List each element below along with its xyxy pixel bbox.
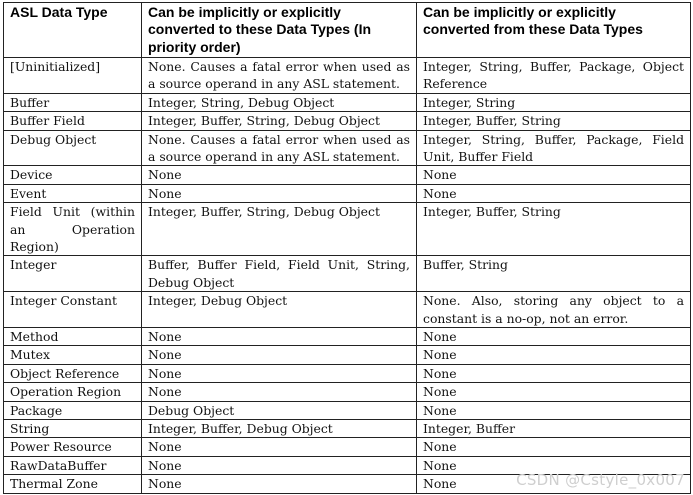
cell-converted-to: None. Causes a fatal error when used as a source operand in any ASL statement. — [142, 130, 417, 166]
cell-data-type: Mutex — [4, 346, 142, 364]
cell-data-type: Power Resource — [4, 438, 142, 456]
table-row — [4, 130, 691, 166]
cell-converted-from: None — [417, 166, 691, 184]
cell-converted-from: None — [417, 456, 691, 474]
cell-converted-from: Integer, String — [417, 93, 691, 111]
cell-converted-to: None. Causes a fatal error when used as a source operand in any ASL statement. — [142, 57, 417, 93]
cell-converted-from: None — [417, 438, 691, 456]
cell-converted-from: None — [417, 327, 691, 345]
cell-data-type: String — [4, 420, 142, 438]
cell-data-type: Device — [4, 166, 142, 184]
table-row — [4, 292, 691, 328]
table-row — [4, 364, 691, 382]
cell-data-type: RawDataBuffer — [4, 456, 142, 474]
cell-data-type: Thermal Zone — [4, 475, 142, 493]
table-row — [4, 166, 691, 184]
cell-converted-to: None — [142, 364, 417, 382]
table-row — [4, 57, 691, 93]
cell-converted-from: Integer, String, Buffer, Package, Object Reference — [417, 57, 691, 93]
cell-converted-from: Integer, Buffer — [417, 420, 691, 438]
cell-data-type: Field Unit (within an Operation Region) — [4, 203, 142, 256]
cell-converted-to: Integer, Buffer, Debug Object — [142, 420, 417, 438]
cell-converted-to: None — [142, 456, 417, 474]
cell-converted-to: None — [142, 346, 417, 364]
table-row — [4, 184, 691, 202]
cell-converted-from: None — [417, 475, 691, 493]
table-row — [4, 346, 691, 364]
table-body — [4, 57, 691, 493]
cell-data-type: Integer Constant — [4, 292, 142, 328]
cell-data-type: Method — [4, 327, 142, 345]
cell-converted-to: Buffer, Buffer Field, Field Unit, String, Debug Object — [142, 256, 417, 292]
cell-converted-to: None — [142, 166, 417, 184]
cell-converted-to: Debug Object — [142, 401, 417, 419]
table-row — [4, 327, 691, 345]
cell-data-type: Operation Region — [4, 383, 142, 401]
table-row — [4, 383, 691, 401]
table-row — [4, 420, 691, 438]
cell-data-type: Object Reference — [4, 364, 142, 382]
header-converted-to: Can be implicitly or explicitly converted to these Data Types (In priority order) — [142, 3, 417, 58]
table-header-row — [4, 3, 691, 58]
cell-data-type: Debug Object — [4, 130, 142, 166]
cell-converted-to: None — [142, 438, 417, 456]
table-row — [4, 203, 691, 256]
cell-converted-from: Integer, Buffer, String — [417, 112, 691, 130]
cell-converted-to: None — [142, 327, 417, 345]
cell-converted-to: None — [142, 184, 417, 202]
cell-data-type: [Uninitialized] — [4, 57, 142, 93]
cell-converted-to: Integer, String, Debug Object — [142, 93, 417, 111]
cell-converted-from: Integer, Buffer, String — [417, 203, 691, 256]
cell-data-type: Integer — [4, 256, 142, 292]
cell-converted-from: None — [417, 346, 691, 364]
cell-converted-to: None — [142, 475, 417, 493]
cell-converted-from: None — [417, 383, 691, 401]
table-row — [4, 112, 691, 130]
cell-converted-to: Integer, Buffer, String, Debug Object — [142, 112, 417, 130]
watermark: CSDN @Cstyle_0x007 — [516, 471, 685, 489]
cell-converted-from: None — [417, 401, 691, 419]
cell-converted-to: Integer, Buffer, String, Debug Object — [142, 203, 417, 256]
cell-data-type: Package — [4, 401, 142, 419]
cell-converted-to: None — [142, 383, 417, 401]
cell-converted-to: Integer, Debug Object — [142, 292, 417, 328]
asl-conversion-table — [3, 2, 691, 494]
cell-converted-from: None. Also, storing any object to a constant is a no-op, not an error. — [417, 292, 691, 328]
table-row — [4, 256, 691, 292]
table-row — [4, 401, 691, 419]
cell-data-type: Buffer Field — [4, 112, 142, 130]
cell-converted-from: None — [417, 364, 691, 382]
header-asl-data-type: ASL Data Type — [4, 3, 142, 58]
cell-converted-from: Buffer, String — [417, 256, 691, 292]
cell-data-type: Buffer — [4, 93, 142, 111]
table-row — [4, 93, 691, 111]
header-converted-from: Can be implicitly or explicitly converted from these Data Types — [417, 3, 691, 58]
table-row — [4, 438, 691, 456]
cell-data-type: Event — [4, 184, 142, 202]
cell-converted-from: Integer, String, Buffer, Package, Field Unit, Buffer Field — [417, 130, 691, 166]
cell-converted-from: None — [417, 184, 691, 202]
